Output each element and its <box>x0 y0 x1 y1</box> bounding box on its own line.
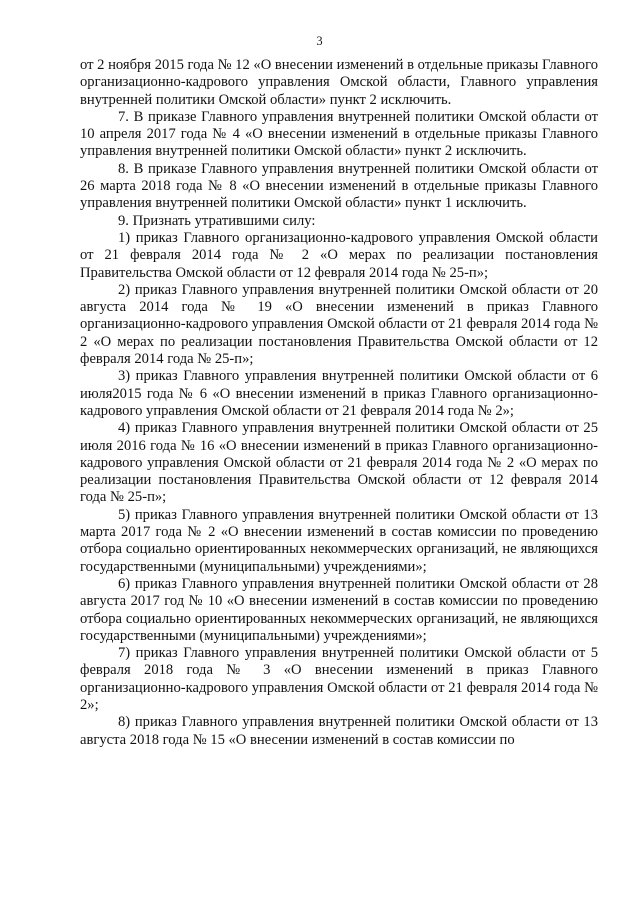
document-body <box>80 57 598 749</box>
subitem-4: 4) приказ Главного управления внутренней политики Омской области от 25 июля 2016 года № 16 «О внесении изменений в приказ Главного организационно-кадрового управления Омской области от 21 февраля 2014 года № 2 «О мерах по реализации постановления Правительства Омской области от 12 февраля 2014 года № 25-п»; <box>80 420 598 506</box>
subitem-5: 5) приказ Главного управления внутренней политики Омской области от 13 марта 2017 года № 2 «О внесении изменений в состав комиссии по проведению отбора социально ориентированных некоммерческих организаций, не являющихся государственными (муниципальными) учреждениями»; <box>80 506 598 575</box>
subitem-2: 2) приказ Главного управления внутренней политики Омской области от 20 августа 2014 года № 19 «О внесении изменений в приказ Главного организационно-кадрового управления Омской области от 21 февраля 2014 года № 2 «О мерах по реализации постановления Правительства Омской области от 12 февраля 2014 года № 25-п»; <box>80 281 598 368</box>
paragraph-item-7: 7. В приказе Главного управления внутренней политики Омской области от 10 апреля 2017 года № 4 «О внесении изменений в отдельные приказы Главного управления внутренней политики Омской области» пункт 2 исключить. <box>80 108 598 160</box>
paragraph-item-9: 9. Признать утратившими силу: <box>118 212 316 229</box>
page-number: 3 <box>316 34 323 48</box>
paragraph-continuation: от 2 ноября 2015 года № 12 «О внесении изменений в отдельные приказы Главного организационно-кадрового управления Омской области, Главного управления внутренней политики Омской области» пункт 2 исключить. <box>80 57 598 108</box>
paragraph-item-8: 8. В приказе Главного управления внутренней политики Омской области от 26 марта 2018 года № 8 «О внесении изменений в отдельные приказы Главного управления внутренней политики Омской области» пункт 1 исключить. <box>80 160 598 212</box>
subitem-8: 8) приказ Главного управления внутренней политики Омской области от 13 августа 2018 года № 15 «О внесении изменений в состав комиссии по <box>80 714 598 748</box>
subitem-3: 3) приказ Главного управления внутренней политики Омской области от 6 июля2015 года № 6 «О внесении изменений в приказ Главного организационно-кадрового управления Омской области от 21 февраля 2014 года № 2»; <box>80 368 598 419</box>
subitem-6: 6) приказ Главного управления внутренней политики Омской области от 28 августа 2017 год № 10 «О внесении изменений в состав комиссии по проведению отбора социально ориентированных некоммерческих организаций, не являющихся государственными (муниципальными) учреждениями»; <box>80 575 598 644</box>
subitem-7: 7) приказ Главного управления внутренней политики Омской области от 5 февраля 2018 года № 3 «О внесении изменений в приказ Главного организационно-кадрового управления Омской области от 21 февраля 2014 года № 2»; <box>80 645 598 713</box>
subitem-1: 1) приказ Главного организационно-кадрового управления Омской области от 21 февраля 2014 года № 2 «О мерах по реализации постановления Правительства Омской области от 12 февраля 2014 года № 25-п»; <box>80 229 598 281</box>
